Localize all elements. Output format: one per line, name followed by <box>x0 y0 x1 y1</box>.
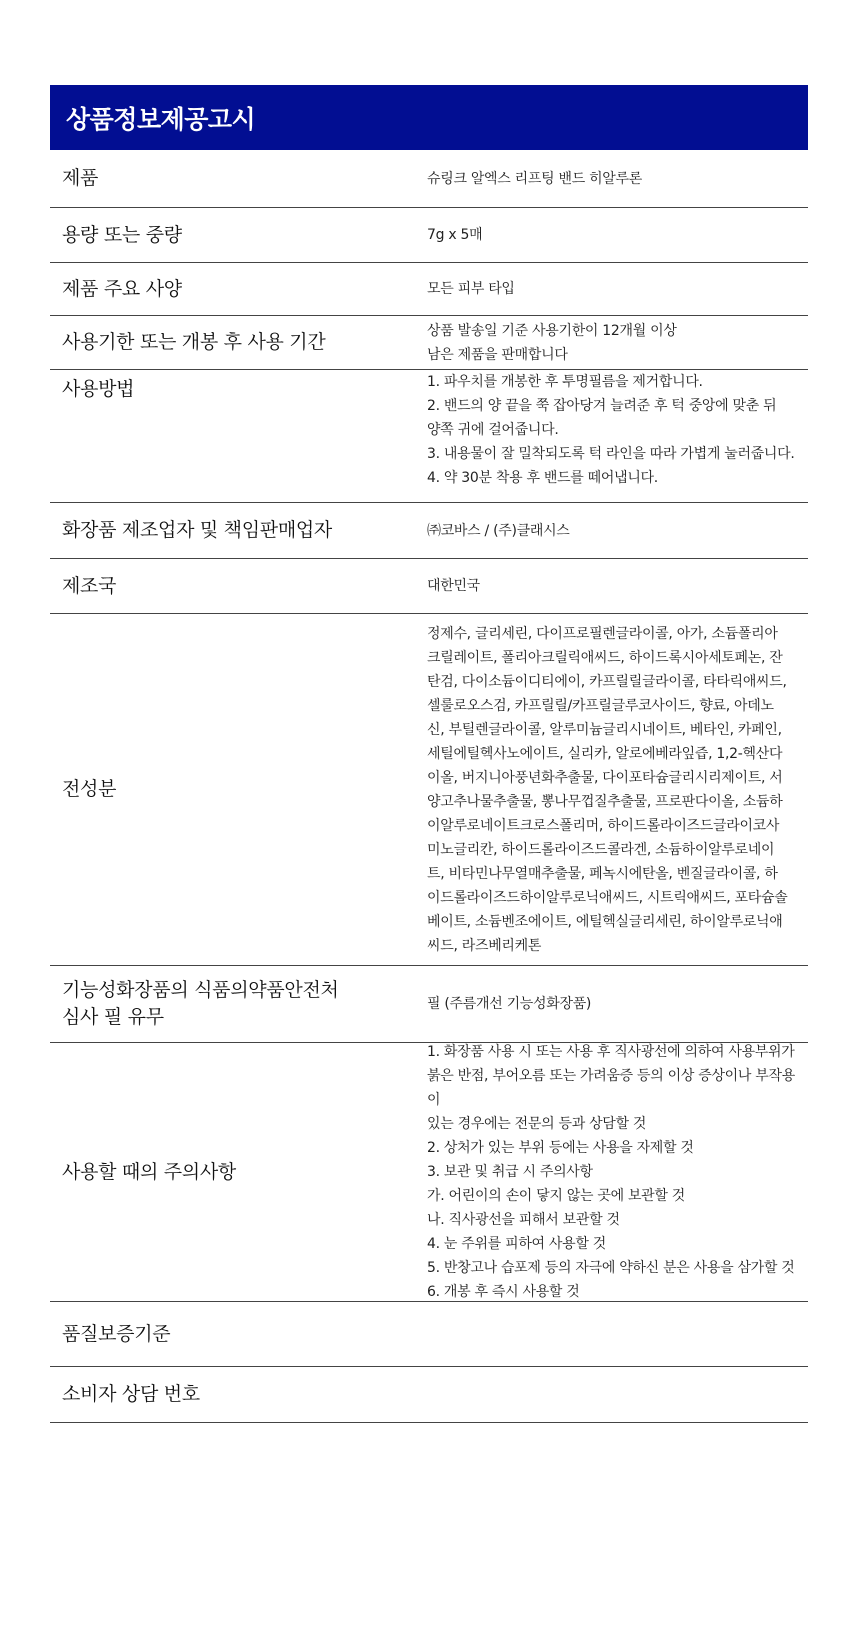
table-row <box>50 966 808 1043</box>
row-value-line: 셀룰로오스검, 카프릴릴/카프릴글루코사이드, 향료, 아데노 <box>427 697 774 714</box>
row-value-line: 크릴레이트, 폴리아크릴릭애씨드, 하이드록시아세토페논, 잔 <box>427 649 783 666</box>
row-label <box>50 1321 427 1348</box>
row-value <box>427 1040 808 1304</box>
row-value-line: ㈜코바스 / (주)클래시스 <box>427 522 570 539</box>
row-value-line: 세틸에틸헥사노에이트, 실리카, 알로에베라잎즙, 1,2-헥산다 <box>427 745 783 762</box>
row-value-line: 1. 파우치를 개봉한 후 투명필름을 제거합니다. <box>427 374 703 390</box>
table-row <box>50 1302 808 1367</box>
row-label <box>50 517 427 544</box>
row-value <box>427 519 808 543</box>
row-value-line: 5. 반창고나 습포제 등의 자극에 약하신 분은 사용을 삼가할 것 <box>427 1260 795 1276</box>
row-label <box>50 1381 427 1408</box>
row-value-line: 이드롤라이즈드하이알루로닉애씨드, 시트릭애씨드, 포타슘솔 <box>427 889 788 906</box>
row-value <box>427 277 808 301</box>
row-value-line: 가. 어린이의 손이 닿지 않는 곳에 보관할 것 <box>427 1188 686 1204</box>
table-row <box>50 1367 808 1423</box>
row-label <box>50 776 427 803</box>
row-value-line: 4. 약 30분 착용 후 밴드를 떼어냅니다. <box>427 470 658 486</box>
row-label <box>50 977 427 1031</box>
table-row <box>50 614 808 966</box>
row-value-line: 씨드, 라즈베리케톤 <box>427 937 542 954</box>
row-label-line: 기능성화장품의 식품의약품안전처 <box>62 979 339 1001</box>
row-value-line: 이올, 버지니아풍년화추출물, 다이포타슘글리시리제이트, 서 <box>427 769 783 786</box>
table-row <box>50 316 808 370</box>
row-value-line: 7g x 5매 <box>427 227 483 243</box>
row-label-line: 화장품 제조업자 및 책임판매업자 <box>62 519 332 541</box>
row-label-line: 전성분 <box>62 778 117 800</box>
row-value-line: 6. 개봉 후 즉시 사용할 것 <box>427 1284 580 1300</box>
row-label <box>50 222 427 249</box>
row-value-line: 2. 상처가 있는 부위 등에는 사용을 자제할 것 <box>427 1140 694 1156</box>
row-label <box>50 276 427 303</box>
row-label-line: 제조국 <box>62 574 117 597</box>
row-label-line: 용량 또는 중량 <box>62 223 182 246</box>
row-value-line: 3. 보관 및 취급 시 주의사항 <box>427 1164 593 1180</box>
row-value-line: 1. 화장품 사용 시 또는 사용 후 직사광선에 의하여 사용부위가 <box>427 1044 795 1060</box>
row-value <box>427 622 808 958</box>
row-value-line: 붉은 반점, 부어오름 또는 가려움증 등의 이상 증상이나 부작용이 <box>427 1068 795 1108</box>
table-row <box>50 1043 808 1302</box>
row-value-line: 정제수, 글리세린, 다이프로필렌글라이콜, 아가, 소듐폴리아 <box>427 625 778 642</box>
row-value <box>427 319 808 367</box>
row-value-line: 이알루로네이트크로스폴리머, 하이드롤라이즈드글라이코사 <box>427 817 780 834</box>
info-table <box>50 150 808 1423</box>
row-label-line: 사용방법 <box>62 378 135 400</box>
row-value-line: 양고추나물추출물, 뽕나무껍질추출물, 프로판다이올, 소듐하 <box>427 793 783 810</box>
row-value-line: 트, 비타민나무열매추출물, 페녹시에탄올, 벤질글라이콜, 하 <box>427 865 778 882</box>
row-label-line: 사용기한 또는 개봉 후 사용 기간 <box>62 331 326 353</box>
row-label-line: 제품 주요 사양 <box>62 277 182 300</box>
row-value-line: 양쪽 귀에 걸어줍니다. <box>427 422 559 438</box>
row-value-line: 4. 눈 주위를 피하여 사용할 것 <box>427 1236 606 1252</box>
row-value-line: 2. 밴드의 양 끝을 쭉 잡아당겨 늘려준 후 턱 중앙에 맞춘 뒤 <box>427 398 777 414</box>
row-label-line: 심사 필 유무 <box>62 1006 164 1028</box>
notice-title: 상품정보제공고시 <box>66 104 256 134</box>
table-row <box>50 150 808 208</box>
row-label-line: 제품 <box>62 167 99 189</box>
notice-header <box>50 85 808 150</box>
row-value-line: 필 (주름개선 기능성화장품) <box>427 996 592 1012</box>
table-row <box>50 503 808 559</box>
row-label-line: 소비자 상담 번호 <box>62 1383 200 1405</box>
row-value <box>427 574 808 598</box>
row-value-line: 있는 경우에는 전문의 등과 상담할 것 <box>427 1116 647 1132</box>
row-label <box>50 329 427 356</box>
row-value-line: 탄검, 다이소듐이디티에이, 카프릴릴글라이콜, 타타릭애씨드, <box>427 673 787 690</box>
row-value-line: 3. 내용물이 잘 밀착되도록 턱 라인을 따라 가볍게 눌러줍니다. <box>427 446 795 462</box>
row-value-line: 슈링크 알엑스 리프팅 밴드 히알루론 <box>427 170 642 187</box>
row-label <box>50 165 427 192</box>
row-label-line: 사용할 때의 주의사항 <box>62 1160 236 1183</box>
row-value <box>427 167 808 191</box>
table-row <box>50 370 808 503</box>
row-value-line: 신, 부틸렌글라이콜, 알루미늄글리시네이트, 베타인, 카페인, <box>427 721 782 738</box>
row-value <box>427 223 808 247</box>
row-label <box>50 370 427 403</box>
row-label-line: 품질보증기준 <box>62 1322 171 1345</box>
row-value-line: 상품 발송일 기준 사용기한이 12개월 이상 <box>427 322 677 339</box>
row-value-line: 미노글리칸, 하이드롤라이즈드콜라겐, 소듐하이알루로네이 <box>427 841 775 858</box>
row-value-line: 모든 피부 타입 <box>427 281 515 297</box>
row-label <box>50 573 427 600</box>
table-row <box>50 208 808 263</box>
row-value-line: 대한민국 <box>427 578 480 594</box>
row-label <box>50 1159 427 1186</box>
row-value-line: 나. 직사광선을 피해서 보관할 것 <box>427 1212 620 1228</box>
row-value-line: 베이트, 소듐벤조에이트, 에틸헥실글리세린, 하이알루로닉애 <box>427 913 783 930</box>
row-value <box>427 370 808 490</box>
product-info-notice <box>50 85 808 1423</box>
table-row <box>50 559 808 614</box>
row-value-line: 남은 제품을 판매합니다 <box>427 346 568 363</box>
table-row <box>50 263 808 316</box>
row-value <box>427 992 808 1016</box>
